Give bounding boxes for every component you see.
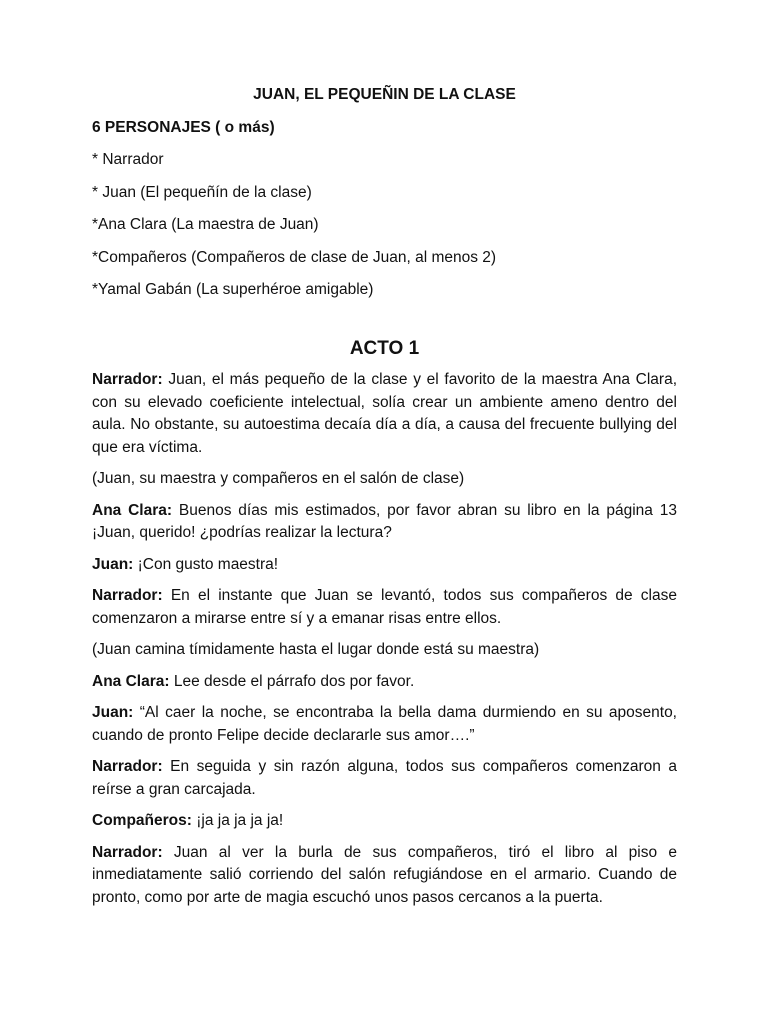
paragraph-text: “Al caer la noche, se encontraba la bella dama durmiendo en su aposento, cuando de pronto Felipe decide declararle sus amor….” <box>92 704 677 744</box>
paragraph-text: En seguida y sin razón alguna, todos sus compañeros comenzaron a reírse a gran carcajada. <box>92 758 677 798</box>
cast-item-narrador: * Narrador <box>92 151 164 168</box>
speaker-label: Juan: <box>92 704 134 721</box>
cast-list <box>92 149 677 302</box>
cast-item-yamal-gaban: *Yamal Gabán (La superhéroe amigable) <box>92 281 374 298</box>
cast-item-ana-clara: *Ana Clara (La maestra de Juan) <box>92 216 319 233</box>
script-paragraph <box>92 585 677 630</box>
paragraph-text: Juan, el más pequeño de la clase y el favorito de la maestra Ana Clara, con su elevado coeficiente intelectual, solía crear un ambiente ameno dentro del aula. No obstante, su autoestima decaía día a día, a causa del frecuente bullying del que era víctima. <box>92 371 677 456</box>
script-paragraph <box>92 671 677 694</box>
speaker-label: Narrador: <box>92 843 163 861</box>
speaker-label: Juan: <box>92 555 134 573</box>
paragraph-text: ¡ja ja ja ja ja! <box>191 812 284 829</box>
stage-direction <box>92 639 677 662</box>
speaker-label: Narrador: <box>92 587 163 604</box>
stage-direction <box>92 468 677 491</box>
paragraph-text: (Juan, su maestra y compañeros en el salón de clase) <box>92 470 465 487</box>
cast-item-juan: * Juan (El pequeñín de la clase) <box>92 183 312 201</box>
speaker-label: Compañeros: <box>92 812 192 829</box>
paragraph-text: Juan al ver la burla de sus compañeros, tiró el libro al piso e inmediatamente salió corriendo del salón refugiándose en el armario. Cuando de pronto, como por arte de magia escuchó unos pasos cercanos a la puerta. <box>92 843 677 906</box>
speaker-label: Narrador: <box>92 371 163 388</box>
cast-heading: 6 PERSONAJES ( o más) <box>92 118 275 136</box>
script-paragraph <box>92 554 677 577</box>
script-paragraph <box>92 842 677 910</box>
document-title: JUAN, EL PEQUEÑIN DE LA CLASE <box>253 86 516 103</box>
speaker-label: Narrador: <box>92 758 163 775</box>
script-paragraph <box>92 702 677 747</box>
script-paragraph <box>92 500 677 545</box>
speaker-label: Ana Clara: <box>92 501 173 519</box>
script-paragraph <box>92 369 677 459</box>
paragraph-text: Lee desde el párrafo dos por favor. <box>169 672 415 690</box>
script-paragraph <box>92 756 677 801</box>
act-title: ACTO 1 <box>349 337 420 359</box>
paragraph-text: (Juan camina tímidamente hasta el lugar donde está su maestra) <box>92 641 540 658</box>
script-paragraph <box>92 810 677 833</box>
paragraph-text: ¡Con gusto maestra! <box>133 555 279 573</box>
document-page <box>92 84 677 918</box>
cast-item-companeros: *Compañeros (Compañeros de clase de Juan, al menos 2) <box>92 248 497 266</box>
paragraph-text: Buenos días mis estimados, por favor abran su libro en la página 13 ¡Juan, querido! ¿podrías realizar la lectura? <box>92 501 677 541</box>
paragraph-text: En el instante que Juan se levantó, todos sus compañeros de clase comenzaron a mirarse entre sí y a emanar risas entre ellos. <box>92 587 677 627</box>
speaker-label: Ana Clara: <box>92 672 170 690</box>
